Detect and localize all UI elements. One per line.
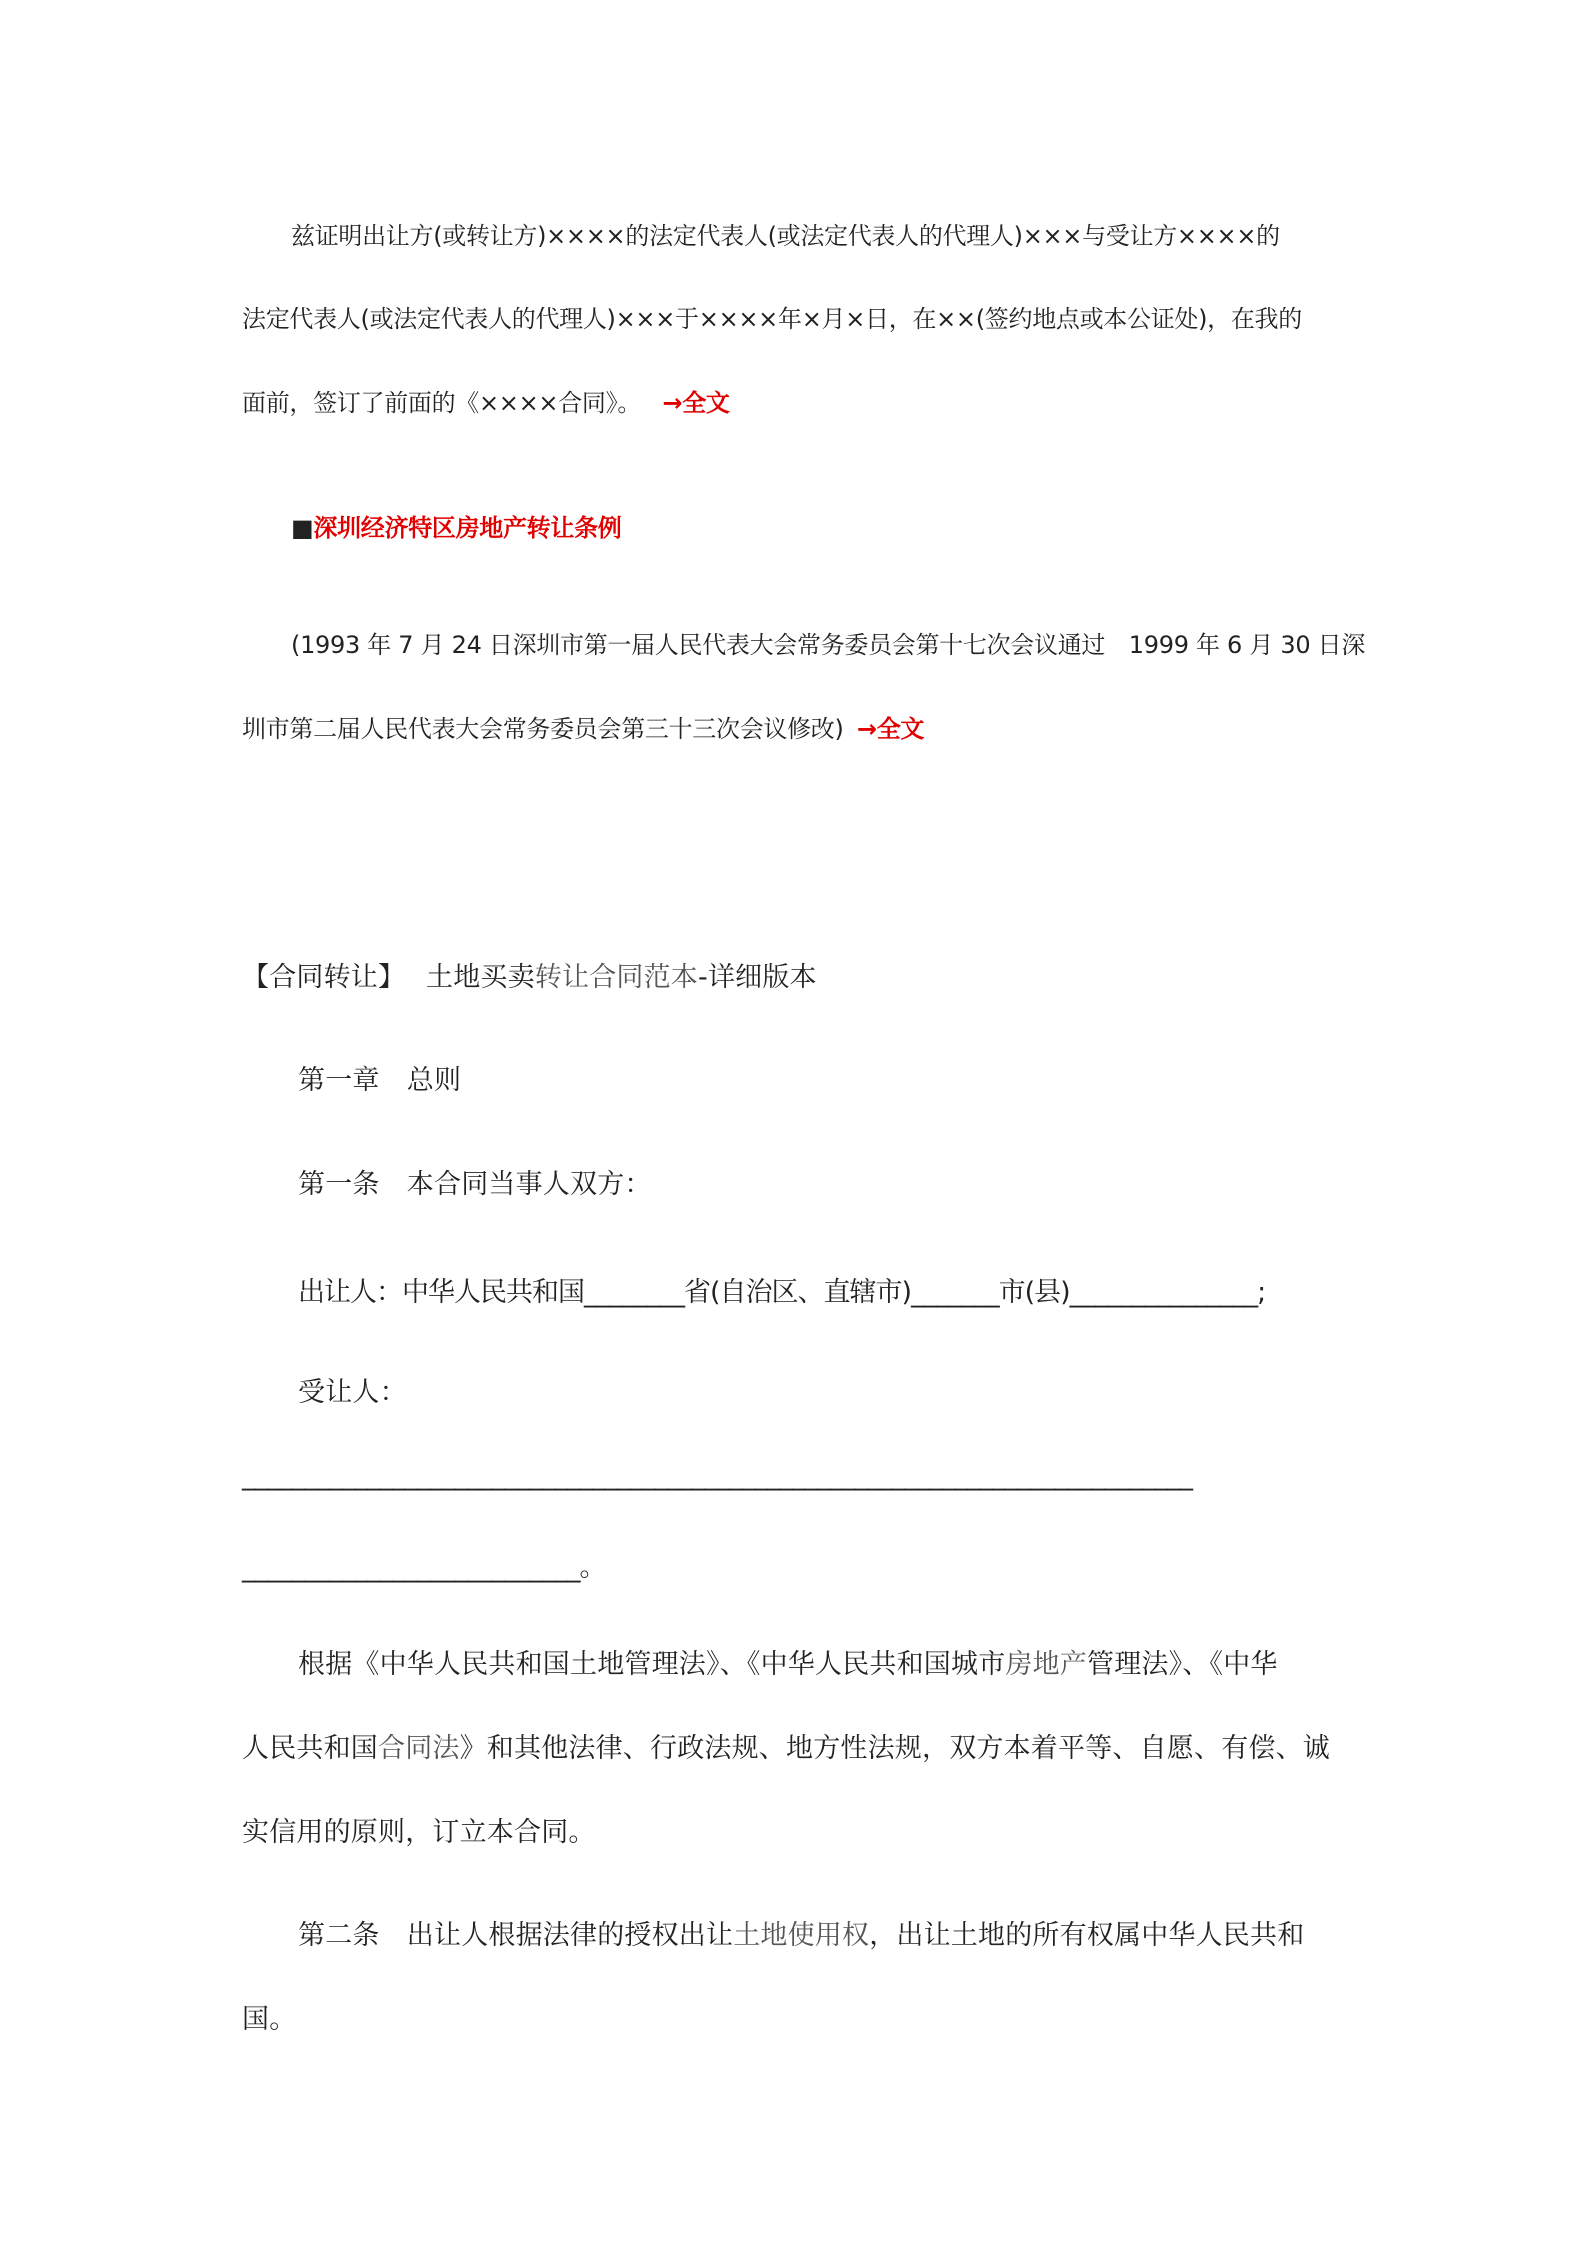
notary-line-2: 法定代表人(或法定代表人的代理人)×××于××××年×月×日，在××(签约地点或本公证处)，在我的 [242, 305, 1302, 333]
buyer-line: 受让人： [298, 1377, 407, 1408]
basis-line-2 [242, 1726, 1330, 1765]
basis-line-1-a: 根据《中华人民共和国土地管理法》、《中华人民共和国城市 [298, 1649, 1006, 1680]
notary-line-1: 兹证明出让方(或转让方)××××的法定代表人(或法定代表人的代理人)×××与受让方××××的 [291, 222, 1280, 250]
notary-line-3 [242, 383, 730, 418]
blank-line-2: ___________________________。 [242, 1552, 606, 1583]
article-2-line-2: 国。 [242, 2004, 297, 2035]
notary-line-3-text: 面前，签订了前面的《××××合同》。 [242, 389, 642, 417]
full-text-link[interactable]: →全文 [856, 715, 925, 743]
basis-line-1-c: 管理法》、《中华 [1087, 1649, 1278, 1680]
bullet-square-icon: ■ [291, 514, 314, 542]
contract-title [242, 955, 817, 994]
real-estate-link[interactable]: 房地产 [1005, 1649, 1088, 1680]
basis-line-2-c: 》和其他法律、行政法规、地方性法规，双方本着平等、自愿、有偿、诚 [459, 1733, 1331, 1764]
article-1: 第一条 本合同当事人双方： [298, 1169, 652, 1200]
contract-tag: 【合同转让】 [242, 962, 406, 993]
chapter-heading: 第一章 总则 [298, 1065, 462, 1096]
article-2-line-1 [298, 1913, 1304, 1952]
regulation-heading [291, 508, 622, 543]
seller-line: 出让人：中华人民共和国________省(自治区、直辖市)_______市(县)_______________; [298, 1277, 1266, 1308]
regulation-title-link[interactable]: 深圳经济特区房地产转让条例 [313, 514, 622, 542]
contract-title-c: -详细版本 [698, 962, 817, 993]
basis-line-2-a: 人民共和国 [242, 1733, 378, 1764]
regulation-line-2 [242, 709, 924, 744]
full-text-link[interactable]: →全文 [662, 389, 730, 417]
contract-template-link[interactable]: 转让合同范本 [534, 962, 699, 993]
article-2-a: 第二条 出让人根据法律的授权出让 [298, 1920, 734, 1951]
contract-law-link[interactable]: 合同法 [378, 1733, 460, 1764]
regulation-line-1: (1993 年 7 月 24 日深圳市第一届人民代表大会常务委员会第十七次会议通过 1999 年 6 月 30 日深 [291, 631, 1366, 659]
contract-title-a: 土地买卖 [426, 962, 535, 993]
regulation-line-2-text: 圳市第二届人民代表大会常务委员会第三十三次会议修改) [242, 715, 844, 743]
blank-line-1: ____________________________________________________________________________ [242, 1460, 1192, 1491]
land-use-right-link[interactable]: 土地使用权 [733, 1920, 870, 1951]
basis-line-1 [298, 1642, 1278, 1681]
basis-line-3: 实信用的原则，订立本合同。 [242, 1817, 596, 1848]
article-2-c: ，出让土地的所有权属中华人民共和 [869, 1920, 1305, 1951]
